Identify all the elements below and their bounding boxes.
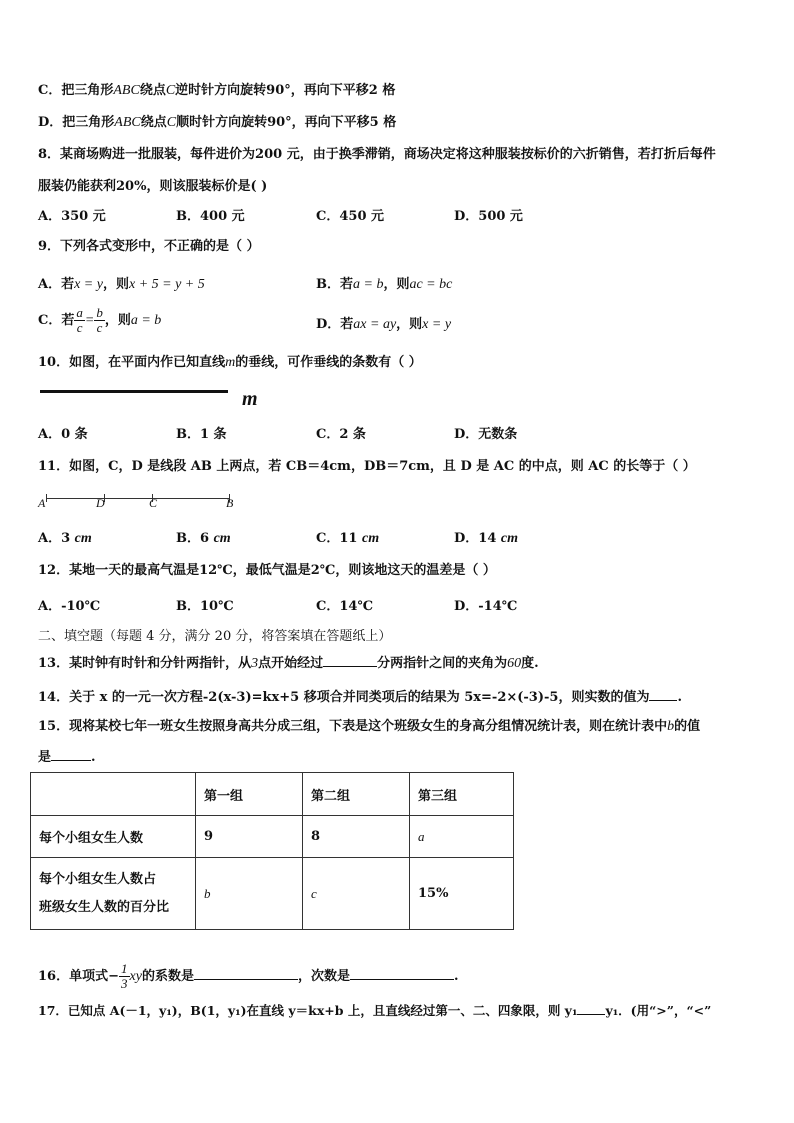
table-row bbox=[31, 816, 514, 858]
answer-blank[interactable] bbox=[649, 688, 677, 701]
q8-option-b: B．400 元 bbox=[176, 209, 245, 224]
table-cell: a bbox=[410, 816, 514, 858]
q11-option-a: A．3 cm bbox=[38, 531, 92, 546]
segment-ab bbox=[46, 498, 230, 499]
q12-option-d: D．-14℃ bbox=[454, 599, 518, 614]
table-cell: 第二组 bbox=[303, 773, 410, 816]
answer-blank[interactable] bbox=[350, 967, 454, 980]
q11-option-b: B．6 cm bbox=[176, 531, 231, 546]
q8-stem-line2: 服装仍能获利20%，则该服装标价是( ) bbox=[38, 179, 268, 194]
q12-option-c: C．14℃ bbox=[316, 599, 374, 614]
table-cell bbox=[31, 773, 196, 816]
table-cell: 每个小组女生人数占 班级女生人数的百分比 bbox=[31, 858, 196, 930]
q8-option-a: A．350 元 bbox=[38, 209, 106, 224]
q12-option-a: A．-10℃ bbox=[38, 599, 101, 614]
q10-option-c: C．2 条 bbox=[316, 427, 366, 442]
q11-option-c: C．11 cm bbox=[316, 531, 380, 546]
q13-stem: 13．某时钟有时针和分针两指针，从3点开始经过 分两指针之间的夹角为60度. bbox=[38, 656, 539, 671]
table-cell: 第一组 bbox=[196, 773, 303, 816]
answer-blank[interactable] bbox=[194, 967, 298, 980]
q8-option-d: D．500 元 bbox=[454, 209, 523, 224]
q10-option-b: B．1 条 bbox=[176, 427, 227, 442]
point-b-label: B bbox=[226, 496, 234, 510]
answer-blank[interactable] bbox=[323, 654, 377, 667]
answer-blank[interactable] bbox=[577, 1002, 605, 1015]
table-cell: 8 bbox=[303, 816, 410, 858]
q15-stem-line2: 是 . bbox=[38, 750, 96, 765]
point-c-label: C bbox=[149, 496, 158, 510]
q8-option-c: C．450 元 bbox=[316, 209, 385, 224]
q11-option-d: D．14 cm bbox=[454, 531, 519, 546]
q8-stem-line1: 8．某商场购进一批服装，每件进价为200 元，由于换季滞销，商场决定将这种服装按标价的六折销售，若打折后每件 bbox=[38, 147, 716, 162]
table-cell: 第三组 bbox=[410, 773, 514, 816]
table-cell: 每个小组女生人数 bbox=[31, 816, 196, 858]
q9-option-b: B．若a = b，则ac = bc bbox=[316, 277, 453, 292]
q7-option-d: D．把三角形ABC绕点C顺时针方向旋转90°，再向下平移5 格 bbox=[38, 115, 397, 130]
q10-option-d: D．无数条 bbox=[454, 427, 518, 442]
height-group-table bbox=[30, 772, 514, 930]
q9-option-d: D．若ax = ay，则x = y bbox=[316, 317, 452, 332]
fraction: $\frac{b}{c}$ bbox=[96, 305, 103, 335]
q16-stem: 16．单项式− $\frac{1}{3}$ xy的系数是 ，次数是 . bbox=[38, 961, 459, 991]
q7-option-c: C．把三角形ABC绕点C逆时针方向旋转90°，再向下平移2 格 bbox=[38, 83, 396, 98]
q9-option-a: A．若x = y，则x + 5 = y + 5 bbox=[38, 277, 205, 292]
line-m-label: m bbox=[242, 388, 258, 410]
line-m-figure bbox=[40, 390, 228, 393]
answer-blank[interactable] bbox=[51, 748, 91, 761]
q17-stem: 17．已知点 A(－1，y₁)，B(1，y₁)在直线 y＝kx+b 上，且直线经过第一、二、四象限，则 y₁ y₁．(用“>”，“<” bbox=[38, 1003, 712, 1018]
q15-stem-line1: 15．现将某校七年一班女生按照身高共分成三组，下表是这个班级女生的身高分组情况统计表，则在统计表中b的值 bbox=[38, 719, 701, 734]
q12-option-b: B．10℃ bbox=[176, 599, 234, 614]
tick-a bbox=[46, 494, 47, 502]
point-d-label: D bbox=[96, 496, 105, 510]
table-row bbox=[31, 773, 514, 816]
table-cell: b bbox=[196, 858, 303, 930]
q12-stem: 12．某地一天的最高气温是12℃，最低气温是2℃，则该地这天的温差是（ ） bbox=[38, 563, 496, 578]
fraction: $\frac{1}{3}$ bbox=[121, 961, 128, 991]
table-cell: 9 bbox=[196, 816, 303, 858]
table-cell: c bbox=[303, 858, 410, 930]
q9-stem: 9．下列各式变形中，不正确的是（ ） bbox=[38, 239, 260, 254]
q10-stem: 10．如图，在平面内作已知直线m的垂线，可作垂线的条数有（ ） bbox=[38, 355, 422, 370]
q10-option-a: A．0 条 bbox=[38, 427, 88, 442]
section-fill-in-heading: 二、填空题（每题 4 分，满分 20 分，将答案填在答题纸上） bbox=[38, 629, 392, 644]
q14-stem: 14．关于 x 的一元一次方程-2(x-3)=kx+5 移项合并同类项后的结果为 5x=-2×(-3)-5，则实数的值为 . bbox=[38, 690, 682, 705]
fraction: $\frac{a}{c}$ bbox=[76, 305, 83, 335]
table-row bbox=[31, 858, 514, 930]
q9-option-c: C．若 $\frac{a}{c}$ = $\frac{b}{c}$ ，则a = b bbox=[38, 305, 162, 335]
point-a-label: A bbox=[38, 496, 46, 510]
q11-stem: 11．如图，C，D 是线段 AB 上两点，若 CB＝4cm，DB＝7cm，且 D 是 AC 的中点，则 AC 的长等于（ ） bbox=[38, 459, 696, 474]
table-cell: 15% bbox=[410, 858, 514, 930]
